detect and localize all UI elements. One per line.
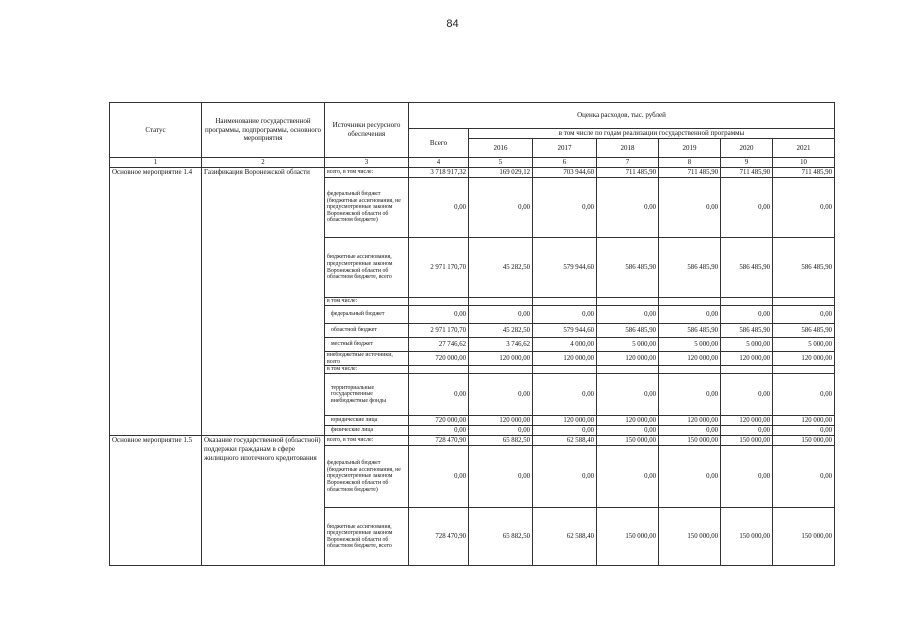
amount-year-cell: 3 746,62 <box>469 338 533 352</box>
amount-year-cell: 579 944,60 <box>533 324 597 338</box>
amount-total-cell: 720 000,00 <box>409 352 469 366</box>
column-number: 4 <box>409 158 469 168</box>
amount-year-cell: 0,00 <box>773 426 835 436</box>
amount-total-cell: 0,00 <box>409 446 469 508</box>
amount-year-cell <box>597 298 659 306</box>
amount-year-cell: 0,00 <box>469 178 533 238</box>
header-status: Статус <box>110 103 202 158</box>
amount-year-cell: 0,00 <box>533 306 597 324</box>
amount-year-cell: 0,00 <box>469 446 533 508</box>
column-number: 3 <box>325 158 409 168</box>
page-number: 84 <box>446 18 459 30</box>
amount-year-cell: 0,00 <box>773 446 835 508</box>
amount-year-cell: 0,00 <box>659 306 721 324</box>
amount-total-cell: 728 470,90 <box>409 436 469 446</box>
amount-total-cell: 2 971 170,70 <box>409 238 469 298</box>
header-year: 2018 <box>597 139 659 158</box>
header-total: Всего <box>409 129 469 158</box>
column-number: 6 <box>533 158 597 168</box>
amount-year-cell: 62 588,40 <box>533 508 597 566</box>
amount-year-cell: 150 000,00 <box>721 508 773 566</box>
amount-year-cell <box>469 366 533 374</box>
amount-year-cell: 120 000,00 <box>469 416 533 426</box>
amount-year-cell: 45 282,50 <box>469 238 533 298</box>
amount-year-cell: 65 882,50 <box>469 436 533 446</box>
amount-year-cell: 120 000,00 <box>597 416 659 426</box>
table-row <box>110 436 835 446</box>
amount-total-cell: 0,00 <box>409 374 469 416</box>
amount-year-cell: 120 000,00 <box>721 352 773 366</box>
amount-year-cell: 0,00 <box>597 446 659 508</box>
amount-year-cell: 0,00 <box>721 306 773 324</box>
amount-year-cell: 5 000,00 <box>597 338 659 352</box>
header-year: 2016 <box>469 139 533 158</box>
amount-total-cell: 2 971 170,70 <box>409 324 469 338</box>
column-number: 2 <box>202 158 325 168</box>
amount-total-cell <box>409 298 469 306</box>
amount-year-cell: 5 000,00 <box>659 338 721 352</box>
funding-source-cell: федеральный бюджет <box>325 306 409 324</box>
amount-year-cell <box>469 298 533 306</box>
amount-year-cell: 150 000,00 <box>773 508 835 566</box>
amount-year-cell: 586 485,90 <box>721 324 773 338</box>
funding-source-cell: федеральный бюджет (бюджетные ассигнования, не предусмотренные законом Воронежской области об областном бюджете) <box>325 178 409 238</box>
amount-year-cell: 586 485,90 <box>659 324 721 338</box>
amount-year-cell: 120 000,00 <box>773 416 835 426</box>
amount-year-cell: 120 000,00 <box>597 352 659 366</box>
funding-source-cell: областной бюджет <box>325 324 409 338</box>
amount-year-cell: 586 485,90 <box>773 324 835 338</box>
amount-year-cell: 120 000,00 <box>533 416 597 426</box>
amount-year-cell: 586 485,90 <box>597 238 659 298</box>
amount-year-cell: 150 000,00 <box>659 508 721 566</box>
amount-year-cell <box>597 366 659 374</box>
amount-year-cell: 586 485,90 <box>597 324 659 338</box>
amount-year-cell: 0,00 <box>597 306 659 324</box>
column-number: 9 <box>721 158 773 168</box>
amount-total-cell: 0,00 <box>409 426 469 436</box>
amount-total-cell: 3 718 917,32 <box>409 168 469 178</box>
amount-year-cell: 45 282,50 <box>469 324 533 338</box>
funding-source-cell: бюджетные ассигнования, предусмотренные законом Воронежской области об областном бюджете, всего <box>325 238 409 298</box>
amount-year-cell: 5 000,00 <box>773 338 835 352</box>
amount-year-cell: 586 485,90 <box>659 238 721 298</box>
amount-year-cell: 0,00 <box>469 374 533 416</box>
amount-year-cell: 0,00 <box>721 374 773 416</box>
amount-year-cell: 0,00 <box>721 426 773 436</box>
status-cell: Основное мероприятие 1.4 <box>110 168 202 436</box>
amount-year-cell: 4 000,00 <box>533 338 597 352</box>
amount-year-cell: 5 000,00 <box>721 338 773 352</box>
amount-year-cell: 0,00 <box>469 306 533 324</box>
amount-year-cell: 0,00 <box>533 426 597 436</box>
amount-year-cell <box>773 366 835 374</box>
amount-total-cell: 0,00 <box>409 178 469 238</box>
amount-year-cell: 586 485,90 <box>773 238 835 298</box>
amount-year-cell: 0,00 <box>659 446 721 508</box>
measure-name-cell: Газификация Воронежской области <box>202 168 325 436</box>
amount-year-cell: 0,00 <box>773 306 835 324</box>
amount-year-cell: 120 000,00 <box>773 352 835 366</box>
amount-year-cell: 0,00 <box>721 446 773 508</box>
amount-total-cell: 720 000,00 <box>409 416 469 426</box>
amount-year-cell: 703 944,60 <box>533 168 597 178</box>
amount-year-cell: 0,00 <box>597 178 659 238</box>
amount-year-cell: 169 029,12 <box>469 168 533 178</box>
amount-year-cell: 0,00 <box>533 374 597 416</box>
amount-year-cell <box>533 366 597 374</box>
measure-name-cell: Оказание государственной (областной) поддержки гражданам в сфере жилищного ипотечного кредитования <box>202 436 325 566</box>
amount-year-cell: 0,00 <box>659 374 721 416</box>
amount-year-cell <box>659 366 721 374</box>
column-number: 8 <box>659 158 721 168</box>
funding-source-cell: федеральный бюджет (бюджетные ассигнования, не предусмотренные законом Воронежской области об областном бюджете) <box>325 446 409 508</box>
amount-year-cell: 120 000,00 <box>533 352 597 366</box>
amount-year-cell: 0,00 <box>659 178 721 238</box>
funding-source-cell: физические лица <box>325 426 409 436</box>
amount-year-cell <box>721 298 773 306</box>
header-year: 2019 <box>659 139 721 158</box>
funding-source-cell: юридические лица <box>325 416 409 426</box>
header-by-years: в том числе по годам реализации государственной программы <box>469 129 835 139</box>
amount-year-cell: 711 485,90 <box>773 168 835 178</box>
header-name: Наименование государственной программы, подпрограммы, основного мероприятия <box>202 103 325 158</box>
header-year: 2020 <box>721 139 773 158</box>
amount-year-cell: 120 000,00 <box>659 416 721 426</box>
amount-total-cell: 728 470,90 <box>409 508 469 566</box>
amount-total-cell: 0,00 <box>409 306 469 324</box>
funding-source-cell: всего, в том числе: <box>325 436 409 446</box>
amount-total-cell: 27 746,62 <box>409 338 469 352</box>
amount-year-cell: 0,00 <box>773 374 835 416</box>
amount-year-cell: 579 944,60 <box>533 238 597 298</box>
column-number: 7 <box>597 158 659 168</box>
header-year: 2017 <box>533 139 597 158</box>
column-number: 10 <box>773 158 835 168</box>
column-number: 5 <box>469 158 533 168</box>
amount-year-cell: 150 000,00 <box>773 436 835 446</box>
amount-year-cell: 711 485,90 <box>597 168 659 178</box>
funding-source-cell: внебюджетные источники, всего <box>325 352 409 366</box>
funding-source-cell: в том числе: <box>325 298 409 306</box>
amount-year-cell: 150 000,00 <box>597 508 659 566</box>
amount-year-cell: 150 000,00 <box>721 436 773 446</box>
amount-year-cell: 62 588,40 <box>533 436 597 446</box>
funding-source-cell: местный бюджет <box>325 338 409 352</box>
header-estimate: Оценка расходов, тыс. рублей <box>409 103 835 129</box>
amount-year-cell: 150 000,00 <box>597 436 659 446</box>
amount-year-cell: 0,00 <box>721 178 773 238</box>
column-number: 1 <box>110 158 202 168</box>
amount-year-cell: 65 882,50 <box>469 508 533 566</box>
amount-year-cell: 0,00 <box>597 426 659 436</box>
amount-year-cell: 0,00 <box>773 178 835 238</box>
amount-year-cell <box>773 298 835 306</box>
amount-year-cell: 0,00 <box>659 426 721 436</box>
amount-year-cell: 120 000,00 <box>659 352 721 366</box>
amount-year-cell: 0,00 <box>533 178 597 238</box>
expense-estimate-table <box>109 102 835 566</box>
header-sources: Источники ресурсного обеспечения <box>325 103 409 158</box>
amount-year-cell: 150 000,00 <box>659 436 721 446</box>
amount-year-cell <box>721 366 773 374</box>
amount-year-cell <box>659 298 721 306</box>
amount-year-cell: 0,00 <box>533 446 597 508</box>
amount-year-cell: 120 000,00 <box>469 352 533 366</box>
amount-year-cell: 711 485,90 <box>721 168 773 178</box>
amount-year-cell: 0,00 <box>469 426 533 436</box>
amount-year-cell: 0,00 <box>597 374 659 416</box>
funding-source-cell: бюджетные ассигнования, предусмотренные законом Воронежской области об областном бюджете, всего <box>325 508 409 566</box>
amount-year-cell: 711 485,90 <box>659 168 721 178</box>
amount-year-cell <box>533 298 597 306</box>
table-row <box>110 168 835 178</box>
amount-total-cell <box>409 366 469 374</box>
header-year: 2021 <box>773 139 835 158</box>
amount-year-cell: 120 000,00 <box>721 416 773 426</box>
status-cell: Основное мероприятие 1.5 <box>110 436 202 566</box>
amount-year-cell: 586 485,90 <box>721 238 773 298</box>
funding-source-cell: в том числе: <box>325 366 409 374</box>
funding-source-cell: всего, в том числе: <box>325 168 409 178</box>
funding-source-cell: территориальные государственные внебюджетные фонды <box>325 374 409 416</box>
